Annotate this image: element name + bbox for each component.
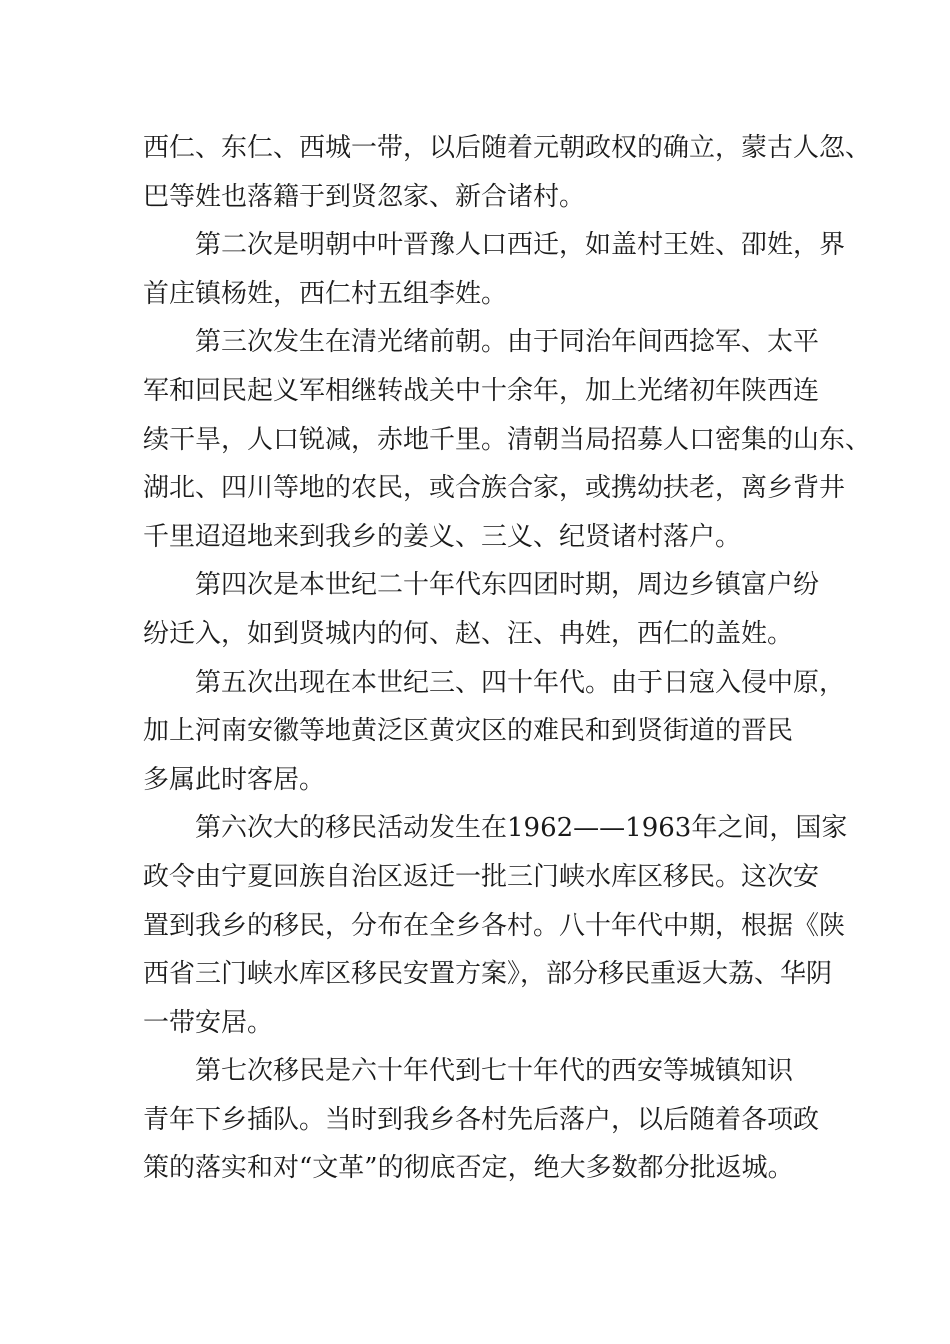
text-line: 军和回民起义军相继转战关中十余年，加上光绪初年陕西连 [143,375,820,406]
text-line: 策的落实和对“文革”的彻底否定，绝大多数都分批返城。 [143,1153,794,1184]
text-line: 第五次出现在本世纪三、四十年代。由于日寇入侵中原， [195,667,846,698]
text-line: 多属此时客居。 [143,764,326,795]
text-line: 千里迢迢地来到我乡的姜义、三义、纪贤诸村落户。 [143,521,742,552]
text-line: 青年下乡插队。当时到我乡各村先后落户，以后随着各项政 [143,1104,820,1135]
paragraph-continuation [143,124,872,221]
text-line: 加上河南安徽等地黄泛区黄灾区的难民和到贤街道的晋民 [143,716,794,747]
text-line: 第六次大的移民活动发生在1962——1963年之间，国家 [195,813,848,844]
paragraph-third-migration [143,318,872,561]
text-line: 湖北、四川等地的农民，或合族合家，或携幼扶老，离乡背井 [143,473,846,504]
text-line: 第四次是本世纪二十年代东四团时期，周边乡镇富户纷 [195,570,820,601]
paragraph-fourth-migration [143,561,833,658]
text-line: 续干旱，人口锐减，赤地千里。清朝当局招募人口密集的山东、 [143,424,872,455]
paragraph-fifth-migration [143,659,846,805]
text-line: 一带安居。 [143,1007,274,1038]
text-line: 第二次是明朝中叶晋豫人口西迁，如盖村王姓、卲姓，界 [195,230,846,261]
text-line: 西仁、东仁、西城一带，以后随着元朝政权的确立，蒙古人忽、 [143,133,872,163]
text-line: 置到我乡的移民，分布在全乡各村。八十年代中期，根据《陕 [143,910,846,941]
paragraph-sixth-migration [143,804,848,1047]
text-line: 第七次移民是六十年代到七十年代的西安等城镇知识 [195,1056,794,1087]
text-line: 第三次发生在清光绪前朝。由于同治年间西捻军、太平 [195,327,820,358]
paragraph-second-migration [143,221,846,318]
text-line: 西省三门峡水库区移民安置方案》，部分移民重返大荔、华阴 [143,959,833,990]
document-body [143,124,872,1193]
text-line: 纷迁入，如到贤城内的何、赵、汪、冉姓，西仁的盖姓。 [143,618,794,649]
text-line: 首庄镇杨姓，西仁村五组李姓。 [143,278,508,309]
text-line: 巴等姓也落籍于到贤忽家、新合诸村。 [143,181,586,212]
paragraph-seventh-migration [143,1047,833,1193]
text-line: 政令由宁夏回族自治区返迁一批三门峡水库区移民。这次安 [143,861,820,892]
